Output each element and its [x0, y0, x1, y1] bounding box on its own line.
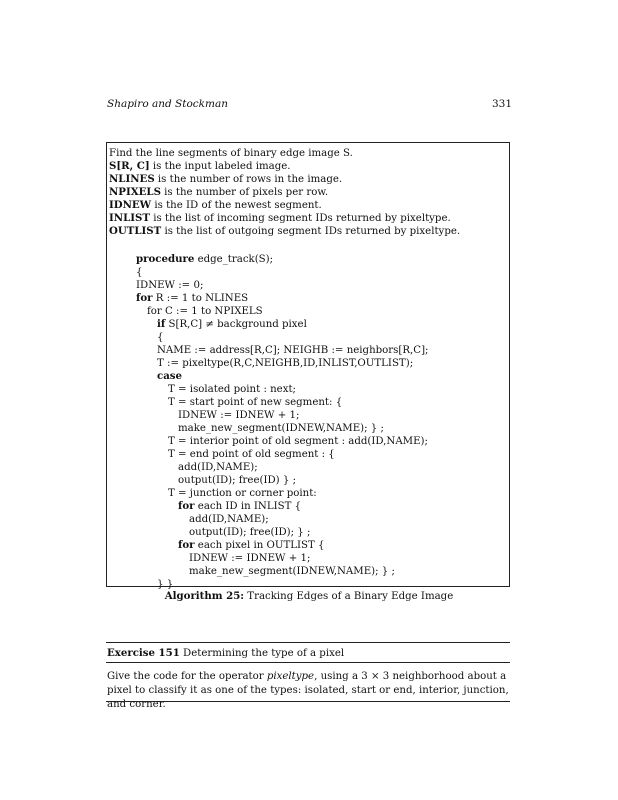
code-line: add(ID,NAME); [189, 514, 269, 525]
page-number: 331 [491, 98, 512, 110]
code-line: for C := 1 to NPIXELS [147, 306, 263, 317]
code-line: for R := 1 to NLINES [136, 292, 249, 304]
exercise-title-rule [106, 662, 510, 663]
code-line: T = interior point of old segment : add(ID,NAME); [168, 436, 428, 447]
exercise-top-rule [106, 642, 510, 643]
code-line: IDNEW := IDNEW + 1; [178, 410, 300, 421]
code-line: output(ID); free(ID); } ; [189, 527, 311, 538]
definition-line: OUTLIST is the list of outgoing segment IDs returned by pixeltype. [109, 225, 461, 237]
code-line: T = junction or corner point: [168, 488, 317, 499]
code-line: make_new_segment(IDNEW,NAME); } ; [178, 423, 384, 434]
code-line: } } [157, 579, 174, 590]
definition-line: S[R, C] is the input labeled image. [109, 160, 291, 172]
code-line: if S[R,C] ≠ background pixel [157, 318, 307, 330]
definition-line: NLINES is the number of rows in the image. [109, 173, 343, 185]
code-line: NAME := address[R,C]; NEIGHB := neighbors[R,C]; [157, 345, 429, 356]
code-line: procedure edge_track(S); [136, 253, 274, 265]
definition-line: INLIST is the list of incoming segment IDs returned by pixeltype. [109, 212, 451, 224]
code-line: make_new_segment(IDNEW,NAME); } ; [189, 566, 395, 577]
code-line: T = end point of old segment : { [168, 449, 335, 460]
exercise-title: Exercise 151 Determining the type of a pixel [107, 647, 345, 659]
code-line: add(ID,NAME); [178, 462, 258, 473]
exercise-body: Give the code for the operator pixeltype, using a 3 × 3 neighborhood about a pixel to classify it as one of the types: isolated, start or end, interior, junction, and corner. [107, 671, 509, 710]
code-line: for each pixel in OUTLIST { [178, 539, 325, 551]
code-line: IDNEW := 0; [136, 280, 204, 291]
code-line: output(ID); free(ID) } ; [178, 475, 297, 486]
exercise-bottom-rule [106, 701, 510, 702]
running-header-authors: Shapiro and Stockman [107, 98, 229, 110]
code-line: { [157, 332, 164, 343]
definition-line: IDNEW is the ID of the newest segment. [109, 199, 322, 211]
definition-line: Find the line segments of binary edge image S. [109, 148, 353, 159]
code-line: T = isolated point : next; [168, 384, 296, 395]
definition-line: NPIXELS is the number of pixels per row. [109, 186, 329, 198]
code-line: { [136, 267, 143, 278]
code-line: for each ID in INLIST { [178, 500, 302, 512]
algorithm-caption: Algorithm 25: Tracking Edges of a Binary Edge Image [164, 590, 454, 602]
code-line: IDNEW := IDNEW + 1; [189, 553, 311, 564]
algorithm-box [106, 142, 510, 590]
code-line: T := pixeltype(R,C,NEIGHB,ID,INLIST,OUTLIST); [157, 358, 414, 369]
code-line: case [157, 370, 183, 382]
code-line: T = start point of new segment: { [168, 397, 343, 408]
